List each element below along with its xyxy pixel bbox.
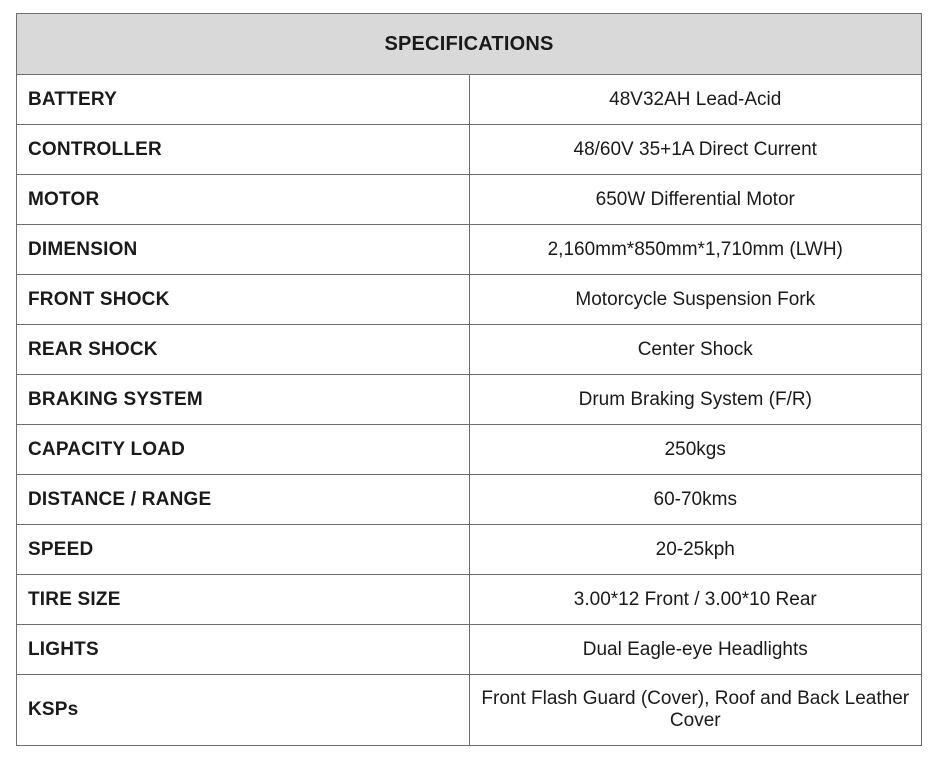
table-row-lights — [17, 625, 922, 675]
table-row-rear-shock — [17, 325, 922, 375]
spec-value: Front Flash Guard (Cover), Roof and Back Leather Cover — [469, 675, 922, 746]
table-row-tire-size — [17, 575, 922, 625]
spec-value: Drum Braking System (F/R) — [469, 375, 922, 425]
spec-value: Center Shock — [469, 325, 922, 375]
spec-label: DIMENSION — [17, 225, 470, 275]
spec-label: TIRE SIZE — [17, 575, 470, 625]
table-row-braking-system — [17, 375, 922, 425]
spec-value: 48/60V 35+1A Direct Current — [469, 125, 922, 175]
spec-label: FRONT SHOCK — [17, 275, 470, 325]
spec-value: Motorcycle Suspension Fork — [469, 275, 922, 325]
table-row-motor — [17, 175, 922, 225]
spec-label: CAPACITY LOAD — [17, 425, 470, 475]
spec-label: BATTERY — [17, 75, 470, 125]
spec-label: SPEED — [17, 525, 470, 575]
table-row-controller — [17, 125, 922, 175]
spec-value: 3.00*12 Front / 3.00*10 Rear — [469, 575, 922, 625]
spec-value: Dual Eagle-eye Headlights — [469, 625, 922, 675]
spec-label: REAR SHOCK — [17, 325, 470, 375]
spec-value: 2,160mm*850mm*1,710mm (LWH) — [469, 225, 922, 275]
table-row-ksps — [17, 675, 922, 746]
table-row-capacity-load — [17, 425, 922, 475]
spec-value: 250kgs — [469, 425, 922, 475]
table-row-speed — [17, 525, 922, 575]
spec-label: DISTANCE / RANGE — [17, 475, 470, 525]
spec-label: BRAKING SYSTEM — [17, 375, 470, 425]
spec-value: 48V32AH Lead-Acid — [469, 75, 922, 125]
spec-label: LIGHTS — [17, 625, 470, 675]
table-row-dimension — [17, 225, 922, 275]
spec-value: 20-25kph — [469, 525, 922, 575]
spec-label: MOTOR — [17, 175, 470, 225]
specifications-table — [16, 13, 922, 746]
table-row-distance-range — [17, 475, 922, 525]
spec-label: CONTROLLER — [17, 125, 470, 175]
table-row-front-shock — [17, 275, 922, 325]
table-row-battery — [17, 75, 922, 125]
spec-label: KSPs — [17, 675, 470, 746]
spec-value: 650W Differential Motor — [469, 175, 922, 225]
table-header-row — [17, 14, 922, 75]
table-title: SPECIFICATIONS — [17, 14, 922, 75]
spec-value: 60-70kms — [469, 475, 922, 525]
